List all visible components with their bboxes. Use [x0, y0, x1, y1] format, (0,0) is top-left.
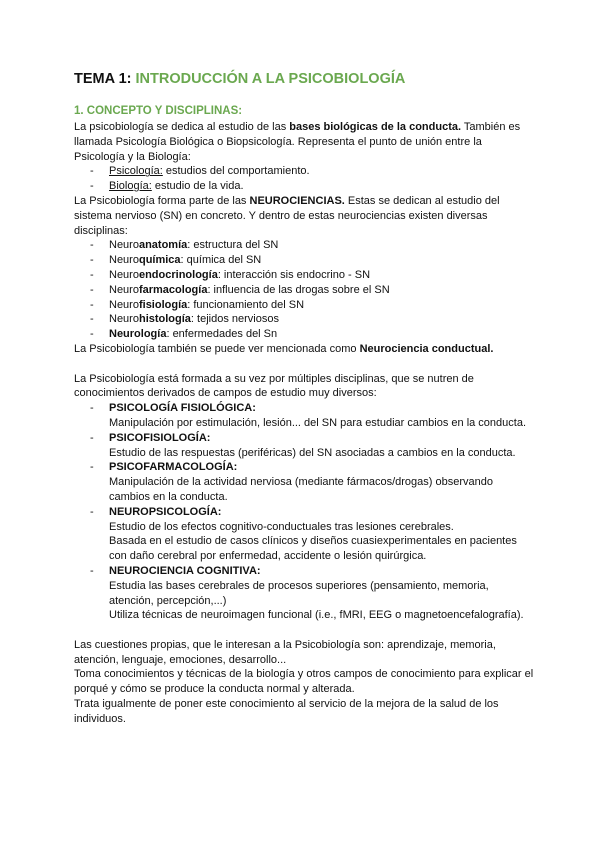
list-item: [74, 505, 534, 564]
subdiscipline-heading: - PSICOFISIOLOGÍA:: [109, 431, 211, 444]
text: Neuro: [109, 313, 139, 326]
text: Basada en el estudio de casos clínicos y diseños cuasiexperimentales en pacientes con daño cerebral por enfermedad, accidente o lesión quirúrgica.: [109, 535, 517, 563]
text: Estudia las bases cerebrales de procesos superiores (pensamiento, memoria, atención, percepción,...): [109, 579, 489, 607]
bold-text: anatomía: [138, 239, 188, 252]
bold-text: Neurociencia conductual.: [359, 342, 494, 355]
paragraph-health: Trata igualmente de poner este conocimiento al servicio de la mejora de la salud de los individuos.: [74, 698, 499, 725]
text: Estudio de las respuestas (periféricas) del SN asociadas a cambios en la conducta.: [109, 446, 516, 459]
section-heading: 1. CONCEPTO Y DISCIPLINAS:: [74, 105, 243, 117]
spacer: [74, 357, 534, 372]
text: : influencia de las drogas sobre el SN: [207, 283, 390, 296]
paragraph-neurosciences: [74, 194, 534, 238]
bold-text: Neurología: [109, 328, 167, 341]
text: Neuro: [109, 268, 139, 281]
text: La psicobiología se dedica al estudio de las: [74, 121, 290, 133]
text: Neuro: [109, 239, 139, 252]
text: estudio de la vida.: [151, 180, 244, 193]
paragraph-multiple-disciplines: La Psicobiología está formada a su vez por múltiples disciplinas, que se nutren de conocimientos derivados de campos de estudio muy diversos:: [74, 372, 474, 400]
text: Utiliza técnicas de neuroimagen funcional (i.e., fMRI, EEG o magnetoencefalografía).: [109, 609, 524, 622]
paragraph-conductual: [74, 342, 534, 357]
list-item: [74, 298, 534, 313]
text: : tejidos nerviosos: [190, 313, 279, 326]
text: : interacción sis endocrino - SN: [217, 268, 371, 281]
bold-text: fisiología: [138, 298, 188, 311]
list-item: [74, 253, 534, 268]
paragraph-intro: [74, 120, 534, 164]
list-item: [74, 283, 534, 298]
bold-text: química: [138, 254, 181, 267]
term: Psicología:: [109, 165, 163, 178]
text: También es llamada Psicología Biológica o Biopsicología. Representa el punto de unión entre la Psicología y la Biología:: [74, 121, 521, 163]
list-item: [74, 564, 534, 623]
list-item: [74, 164, 534, 179]
text: Neuro: [109, 283, 139, 296]
spacer: [74, 623, 534, 638]
text: Neuro: [109, 254, 139, 267]
subdiscipline-heading: - NEUROCIENCIA COGNITIVA:: [109, 564, 261, 577]
page-title: [74, 71, 405, 87]
paragraph-knowledge: Toma conocimientos y técnicas de la biología y otros campos de conocimiento para explicar el porqué y cómo se produce la conducta normal y alterada.: [74, 668, 534, 696]
subdiscipline-heading: - PSICOLOGÍA FISIOLÓGICA:: [109, 402, 256, 415]
text: Neuro: [109, 298, 139, 311]
list-item: [74, 312, 534, 327]
text: : enfermedades del Sn: [166, 328, 278, 341]
bold-text: farmacología: [138, 283, 208, 296]
text: La Psicobiología forma parte de las: [74, 194, 250, 207]
list-item: [74, 179, 534, 194]
list-item: [74, 268, 534, 283]
list-item: [74, 401, 534, 431]
list-item: [74, 460, 534, 504]
subdiscipline-heading: - NEUROPSICOLOGÍA:: [109, 505, 222, 518]
text: Estas se dedican al estudio del sistema nervioso (SN) en concreto. Y dentro de estas neurociencias existen diversas disciplinas:: [74, 194, 500, 237]
term: Biología:: [109, 180, 152, 193]
paragraph-questions: Las cuestiones propias, que le interesan a la Psicobiología son: aprendizaje, memoria, atención, lenguaje, emociones, desarrollo...: [74, 638, 496, 666]
bold-text: bases biológicas de la conducta.: [289, 121, 462, 133]
document-body: [74, 120, 534, 727]
text: La Psicobiología también se puede ver mencionada como: [74, 342, 360, 355]
list-item: [74, 327, 534, 342]
text: estudios del comportamiento.: [162, 165, 310, 178]
bold-text: endocrinología: [138, 268, 218, 281]
text: Manipulación de la actividad nerviosa (mediante fármacos/drogas) observando cambios en la conducta.: [109, 476, 493, 503]
text: Estudio de los efectos cognitivo-conductuales tras lesiones cerebrales.: [109, 520, 454, 533]
list-item: [74, 431, 534, 461]
text: Manipulación por estimulación, lesión... del SN para estudiar cambios en la conducta.: [109, 416, 527, 429]
text: : química del SN: [180, 254, 262, 267]
list-basic-sciences: [74, 164, 534, 194]
list-subdisciplines: [74, 401, 534, 623]
bold-text: histología: [138, 313, 191, 326]
title-prefix: TEMA 1:: [74, 71, 136, 87]
title-main: INTRODUCCIÓN A LA PSICOBIOLOGÍA: [135, 71, 406, 87]
list-disciplines: [74, 238, 534, 342]
text: : estructura del SN: [187, 239, 279, 252]
bold-text: NEUROCIENCIAS.: [249, 194, 345, 207]
text: : funcionamiento del SN: [187, 298, 305, 311]
list-item: [74, 238, 534, 253]
subdiscipline-heading: - PSICOFARMACOLOGÍA:: [109, 461, 238, 474]
